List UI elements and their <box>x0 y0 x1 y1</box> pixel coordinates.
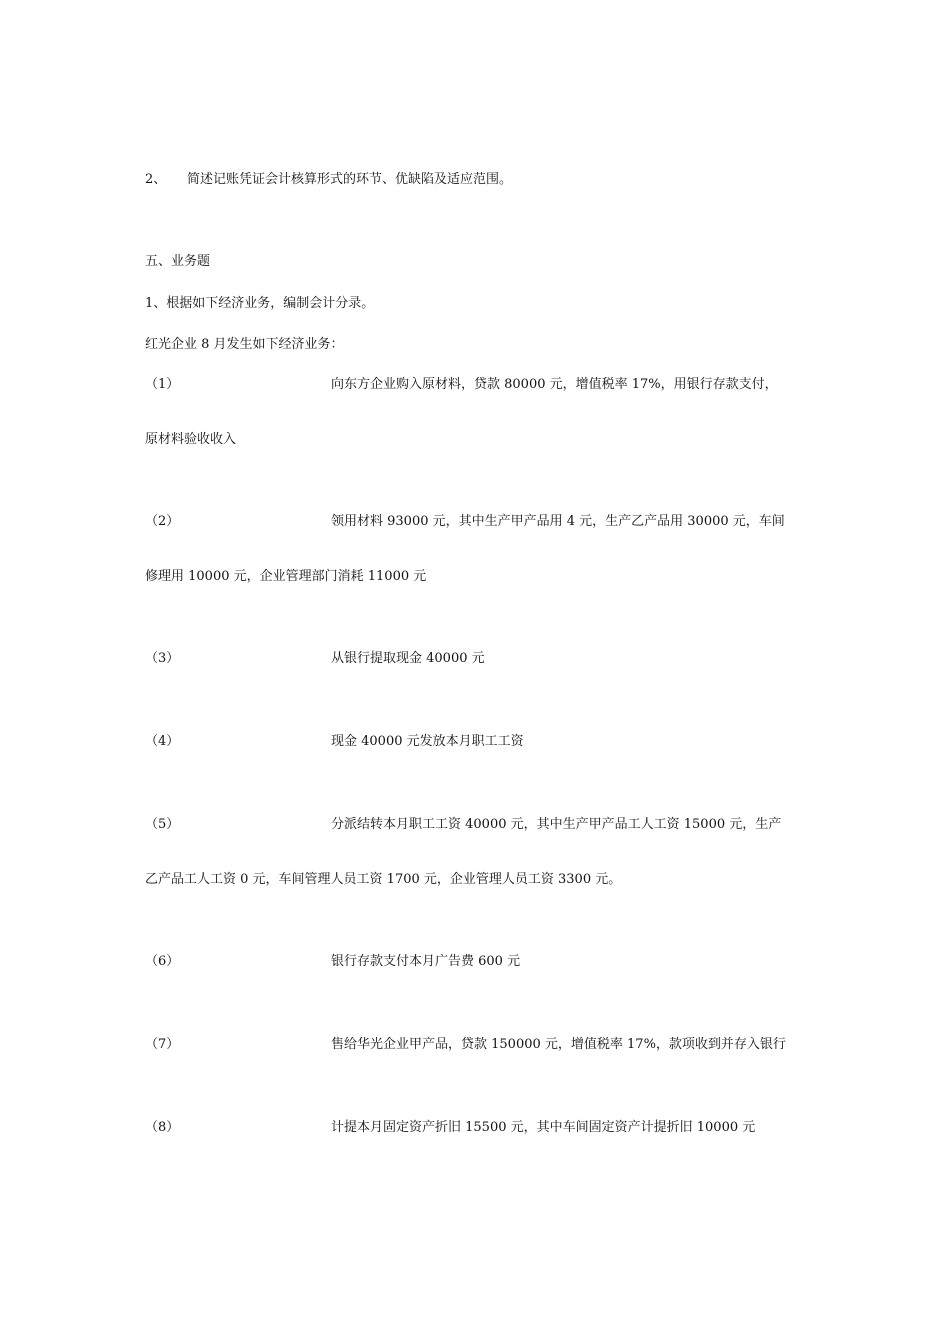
section-title: 五、业务题 <box>145 254 211 269</box>
q2-number: 2、 <box>145 172 167 187</box>
item-5-continuation: 乙产品工人工资 0 元，车间管理人员工资 1700 元，企业管理人员工资 3300 元。 <box>145 872 622 887</box>
item-2-number: （2） <box>145 514 180 529</box>
item-2-continuation: 修理用 10000 元，企业管理部门消耗 11000 元 <box>145 569 427 584</box>
item-8-text: 计提本月固定资产折旧 15500 元，其中车间固定资产计提折旧 10000 元 <box>331 1120 756 1135</box>
item-1-text: 向东方企业购入原材料，贷款 80000 元，增值税率 17%，用银行存款支付， <box>331 377 778 392</box>
item-5-text: 分派结转本月职工工资 40000 元，其中生产甲产品工人工资 15000 元，生产 <box>331 817 782 832</box>
item-4-text: 现金 40000 元发放本月职工工资 <box>331 734 524 749</box>
item-7-text: 售给华光企业甲产品，贷款 150000 元，增值税率 17%，款项收到并存入银行 <box>331 1037 786 1052</box>
item-2-text: 领用材料 93000 元，其中生产甲产品用 4 元，生产乙产品用 30000 元，车间 <box>331 514 785 529</box>
item-4-number: （4） <box>145 734 180 749</box>
item-3-number: （3） <box>145 651 180 666</box>
item-8-number: （8） <box>145 1120 180 1135</box>
task-instruction: 1、根据如下经济业务，编制会计分录。 <box>145 296 375 311</box>
item-6-text: 银行存款支付本月广告费 600 元 <box>331 954 521 969</box>
item-5-number: （5） <box>145 817 180 832</box>
q2-text: 简述记账凭证会计核算形式的环节、优缺陷及适应范围。 <box>187 172 513 187</box>
item-7-number: （7） <box>145 1037 180 1052</box>
item-1-number: （1） <box>145 377 180 392</box>
item-6-number: （6） <box>145 954 180 969</box>
intro-text: 红光企业 8 月发生如下经济业务： <box>145 337 344 352</box>
item-1-continuation: 原材料验收收入 <box>145 432 237 447</box>
item-3-text: 从银行提取现金 40000 元 <box>331 651 485 666</box>
